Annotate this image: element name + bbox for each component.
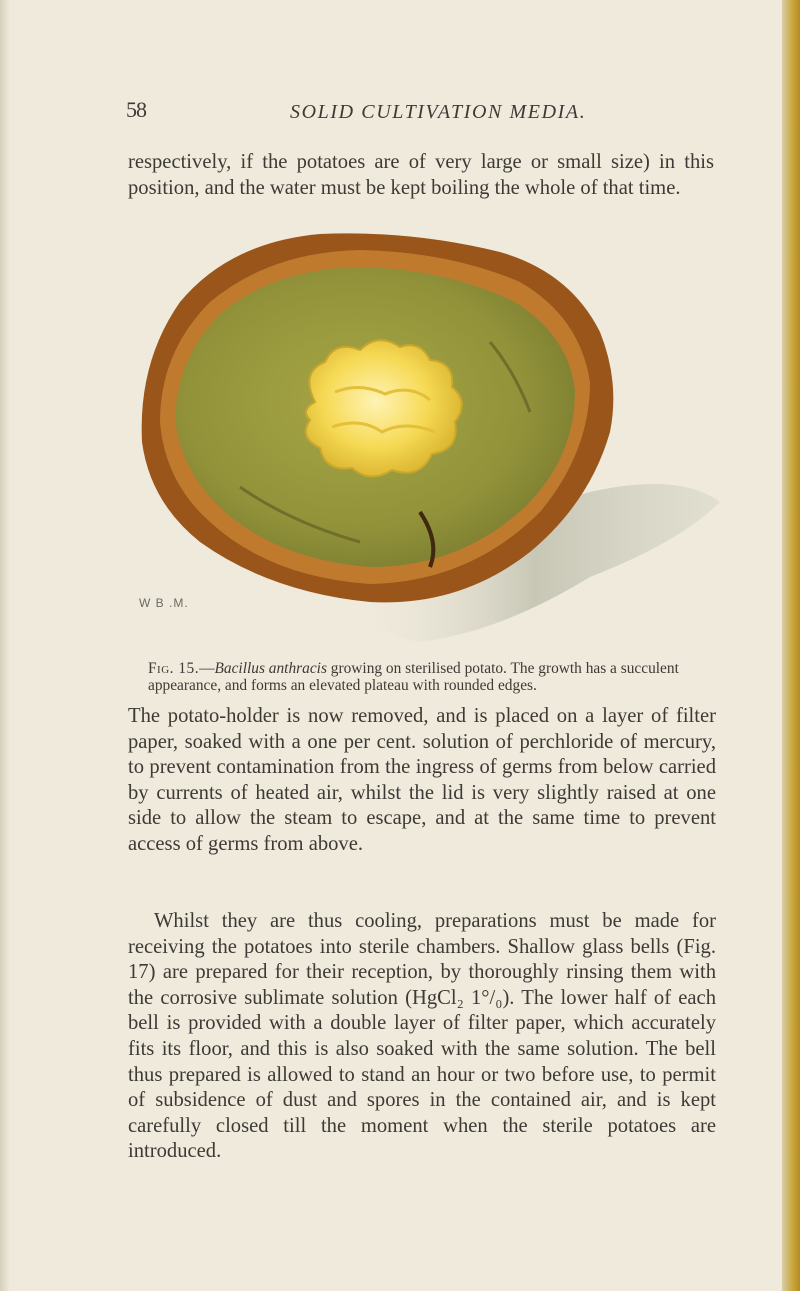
page-left-edge (0, 0, 10, 1291)
artist-monogram: W B .M. (139, 596, 189, 610)
caption-taxon: Bacillus anthracis (214, 660, 327, 677)
figure-caption (148, 660, 700, 694)
page-number: 58 (126, 97, 146, 122)
caption-text: growing on sterilised potato. The growth has a succulent appearance, and forms an elevated plateau with rounded edges. (148, 660, 679, 695)
paragraph-potato-holder: The potato-holder is now removed, and is placed on a layer of filter paper, soaked with a one per cent. solution of perchloride of mercury, to prevent contamination from the ingress of germs from below carried by currents of heated air, whilst the lid is very slightly raised at one side to allow the steam to escape, and at the same time to prevent access of germs from above. (128, 705, 716, 855)
running-head: SOLID CULTIVATION MEDIA. (290, 101, 587, 123)
caption-dash: — (199, 660, 215, 677)
potato-culture-illustration (120, 222, 740, 652)
paragraph-continued: respectively, if the potatoes are of very large or small size) in this position, and the water must be kept boiling the whole of that time. (128, 151, 714, 199)
figure-label: Fig. 15. (148, 660, 200, 677)
page-right-edge (782, 0, 800, 1291)
paragraph-glass-bells: Whilst they are thus cooling, preparations must be made for receiving the potatoes into sterile chambers. Shallow glass bells (Fig. 17) are prepared for their reception, by thoroughly rinsing them with the corrosive sublimate solution (HgCl₂ 1°/₀). The lower half of each bell is provided with a double layer of filter paper, which accurately fits its floor, and this is also soaked with the same solution. The bell thus prepared is allowed to stand an hour or two before use, to permit of subsidence of dust and spores in the contained air, and is kept carefully closed till the moment when the sterile potatoes are introduced. (128, 910, 716, 1163)
figure-potato-culture (120, 222, 740, 652)
